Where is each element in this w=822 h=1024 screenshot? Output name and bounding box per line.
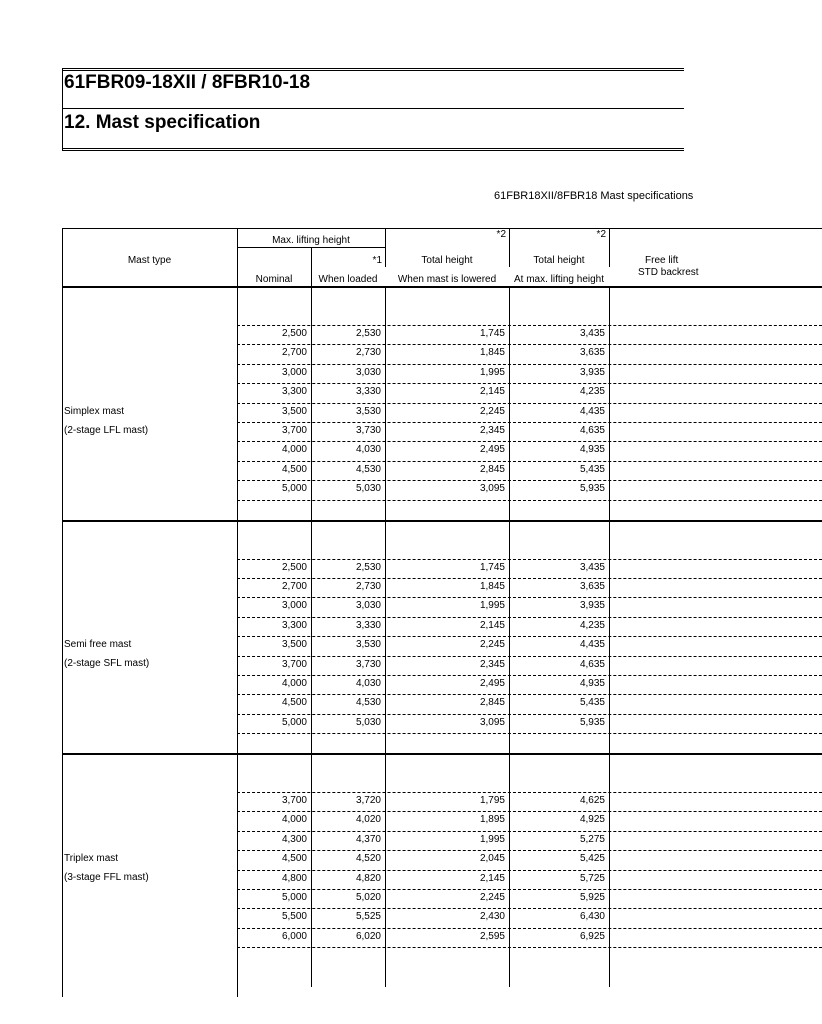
- table-cell: 5,000: [281, 892, 307, 903]
- table-cell: 3,635: [579, 581, 605, 592]
- table-cell: 2,345: [479, 659, 505, 670]
- table-cell: 3,530: [355, 406, 381, 417]
- row-separator: [237, 656, 822, 657]
- table-cell: 1,745: [479, 328, 505, 339]
- table-cell: 3,700: [281, 795, 307, 806]
- table-cell: 3,720: [355, 795, 381, 806]
- col-divider-freelift: [609, 228, 610, 267]
- header-note2a: *2: [496, 229, 506, 240]
- row-separator: [237, 928, 822, 929]
- table-cell: 4,635: [579, 659, 605, 670]
- table-cell: 5,000: [281, 717, 307, 728]
- mast-type-name: Simplex mast: [64, 406, 125, 417]
- table-cell: 4,800: [281, 873, 307, 884]
- table-cell: 4,935: [579, 678, 605, 689]
- table-cell: 2,495: [479, 444, 505, 455]
- table-cell: 2,530: [355, 562, 381, 573]
- table-cell: 3,935: [579, 600, 605, 611]
- group-separator: [62, 753, 822, 755]
- table-cell: 5,435: [579, 464, 605, 475]
- table-cell: 5,030: [355, 717, 381, 728]
- table-cell: 2,495: [479, 678, 505, 689]
- table-cell: 3,500: [281, 406, 307, 417]
- table-cell: 5,020: [355, 892, 381, 903]
- table-cell: 1,795: [479, 795, 505, 806]
- table-cell: 2,145: [479, 620, 505, 631]
- table-cell: 1,745: [479, 562, 505, 573]
- mast-type-subname: (2-stage LFL mast): [64, 425, 149, 436]
- table-cell: 5,525: [355, 911, 381, 922]
- table-cell: 4,370: [355, 834, 381, 845]
- table-cell: 3,330: [355, 386, 381, 397]
- row-separator: [237, 597, 822, 598]
- table-cell: 3,500: [281, 639, 307, 650]
- row-separator: [237, 422, 822, 423]
- header-rule-bottom-inner: [62, 150, 684, 151]
- table-cell: 3,730: [355, 659, 381, 670]
- mast-spec-table: [62, 228, 699, 950]
- row-separator: [237, 461, 822, 462]
- table-cell: 5,935: [579, 717, 605, 728]
- table-cell: 4,030: [355, 678, 381, 689]
- row-separator: [237, 325, 822, 326]
- header-rule-top-inner: [62, 70, 684, 71]
- table-cell: 5,275: [579, 834, 605, 845]
- row-separator: [237, 559, 822, 560]
- table-cell: 4,935: [579, 444, 605, 455]
- table-cell: 2,245: [479, 892, 505, 903]
- group-separator: [62, 520, 822, 522]
- header-mast-type: Mast type: [127, 255, 172, 266]
- table-cell: 2,700: [281, 581, 307, 592]
- header-std-backrest: STD backrest: [638, 267, 699, 278]
- header-note1: *1: [372, 255, 382, 266]
- table-cell: 3,435: [579, 328, 605, 339]
- table-cell: 3,300: [281, 386, 307, 397]
- header-at-max: At max. lifting height: [513, 274, 605, 285]
- table-cell: 5,935: [579, 483, 605, 494]
- table-cell: 5,030: [355, 483, 381, 494]
- table-cell: 4,820: [355, 873, 381, 884]
- table-cell: 4,530: [355, 464, 381, 475]
- table-cell: 2,045: [479, 853, 505, 864]
- table-cell: 2,730: [355, 347, 381, 358]
- table-cell: 3,935: [579, 367, 605, 378]
- table-cell: 5,925: [579, 892, 605, 903]
- mast-type-name: Triplex mast: [64, 853, 119, 864]
- table-cell: 4,500: [281, 853, 307, 864]
- table-cell: 2,145: [479, 873, 505, 884]
- table-cell: 3,030: [355, 367, 381, 378]
- table-cell: 3,635: [579, 347, 605, 358]
- table-cell: 2,345: [479, 425, 505, 436]
- table-cell: 4,520: [355, 853, 381, 864]
- table-cell: 5,725: [579, 873, 605, 884]
- header-total-height-max: Total height: [533, 255, 585, 266]
- header-nominal: Nominal: [255, 274, 293, 285]
- row-separator: [237, 675, 822, 676]
- table-cell: 4,435: [579, 406, 605, 417]
- section-title: 12. Mast specification: [64, 112, 261, 133]
- table-cell: 2,730: [355, 581, 381, 592]
- table-cell: 4,020: [355, 814, 381, 825]
- table-cell: 3,300: [281, 620, 307, 631]
- table-cell: 4,235: [579, 620, 605, 631]
- table-cell: 4,435: [579, 639, 605, 650]
- table-cell: 4,030: [355, 444, 381, 455]
- header-max-lifting-height: Max. lifting height: [272, 235, 350, 246]
- table-cell: 1,995: [479, 600, 505, 611]
- table-cell: 5,425: [579, 853, 605, 864]
- row-separator: [237, 578, 822, 579]
- table-cell: 1,995: [479, 834, 505, 845]
- table-cell: 4,235: [579, 386, 605, 397]
- table-cell: 4,000: [281, 444, 307, 455]
- row-separator: [237, 908, 822, 909]
- table-cell: 3,730: [355, 425, 381, 436]
- table-cell: 6,020: [355, 931, 381, 942]
- table-cell: 2,845: [479, 464, 505, 475]
- table-cell: 3,330: [355, 620, 381, 631]
- table-cell: 4,500: [281, 697, 307, 708]
- table-cell: 4,635: [579, 425, 605, 436]
- row-separator: [237, 441, 822, 442]
- mast-type-subname: (3-stage FFL mast): [64, 872, 149, 883]
- table-cell: 5,500: [281, 911, 307, 922]
- model-title: 61FBR09-18XII / 8FBR10-18: [64, 72, 311, 93]
- row-separator: [237, 617, 822, 618]
- header-when-lowered: When mast is lowered: [397, 274, 497, 285]
- header-note2b: *2: [596, 229, 606, 240]
- row-separator: [237, 733, 822, 734]
- table-cell: 1,845: [479, 581, 505, 592]
- header-free-lift: Free lift: [645, 255, 679, 266]
- table-caption: 61FBR18XII/8FBR18 Mast specifications: [494, 190, 694, 202]
- table-cell: 2,500: [281, 328, 307, 339]
- table-cell: 2,700: [281, 347, 307, 358]
- table-cell: 2,595: [479, 931, 505, 942]
- table-border-left: [62, 228, 63, 997]
- table-cell: 2,845: [479, 697, 505, 708]
- table-cell: 1,895: [479, 814, 505, 825]
- table-cell: 4,000: [281, 814, 307, 825]
- table-cell: 2,145: [479, 386, 505, 397]
- table-cell: 2,500: [281, 562, 307, 573]
- table-cell: 5,435: [579, 697, 605, 708]
- row-separator: [237, 889, 822, 890]
- table-cell: 3,095: [479, 483, 505, 494]
- mast-type-subname: (2-stage SFL mast): [64, 658, 150, 669]
- table-cell: 3,700: [281, 659, 307, 670]
- table-cell: 5,000: [281, 483, 307, 494]
- header-when-loaded: When loaded: [318, 274, 378, 285]
- table-cell: 3,000: [281, 600, 307, 611]
- row-separator: [237, 714, 822, 715]
- table-cell: 6,925: [579, 931, 605, 942]
- table-cell: 6,430: [579, 911, 605, 922]
- table-cell: 4,300: [281, 834, 307, 845]
- table-cell: 3,030: [355, 600, 381, 611]
- row-separator: [237, 947, 822, 948]
- table-cell: 3,435: [579, 562, 605, 573]
- header-rule-bottom: [62, 148, 684, 149]
- table-cell: 3,000: [281, 367, 307, 378]
- row-separator: [237, 850, 822, 851]
- row-separator: [237, 636, 822, 637]
- row-separator: [237, 364, 822, 365]
- table-cell: 3,095: [479, 717, 505, 728]
- table-cell: 2,530: [355, 328, 381, 339]
- row-separator: [237, 870, 822, 871]
- table-cell: 1,845: [479, 347, 505, 358]
- table-cell: 3,530: [355, 639, 381, 650]
- table-cell: 1,995: [479, 367, 505, 378]
- table-cell: 2,430: [479, 911, 505, 922]
- row-separator: [237, 480, 822, 481]
- row-separator: [237, 694, 822, 695]
- header-rule-top: [62, 68, 684, 69]
- table-cell: 6,000: [281, 931, 307, 942]
- table-cell: 2,245: [479, 639, 505, 650]
- row-separator: [237, 403, 822, 404]
- table-cell: 2,245: [479, 406, 505, 417]
- table-cell: 4,500: [281, 464, 307, 475]
- table-cell: 4,625: [579, 795, 605, 806]
- table-cell: 4,530: [355, 697, 381, 708]
- table-cell: 3,700: [281, 425, 307, 436]
- row-separator: [237, 831, 822, 832]
- header-rule-middle: [62, 108, 684, 109]
- table-cell: 4,925: [579, 814, 605, 825]
- mast-type-name: Semi free mast: [64, 639, 132, 650]
- row-separator: [237, 383, 822, 384]
- row-separator: [237, 792, 822, 793]
- row-separator: [237, 811, 822, 812]
- header-rule-left: [62, 68, 63, 151]
- header-total-height-lowered: Total height: [421, 255, 473, 266]
- row-separator: [237, 344, 822, 345]
- table-cell: 4,000: [281, 678, 307, 689]
- row-separator: [237, 500, 822, 501]
